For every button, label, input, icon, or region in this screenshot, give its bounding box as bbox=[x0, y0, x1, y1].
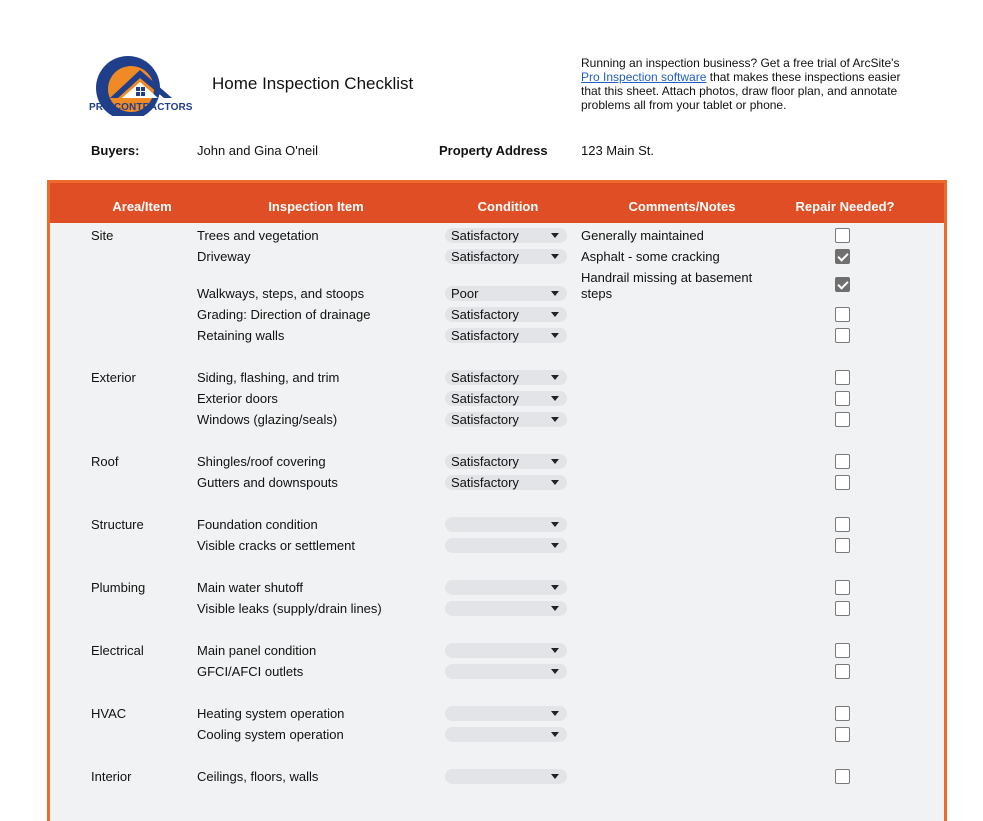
inspection-item-label: Main water shutoff bbox=[197, 580, 303, 595]
checklist-header bbox=[47, 180, 947, 223]
condition-value: Satisfactory bbox=[451, 249, 519, 264]
inspection-item-label: Main panel condition bbox=[197, 643, 317, 658]
condition-value: Satisfactory bbox=[451, 412, 519, 427]
inspection-item-label: Gutters and downspouts bbox=[197, 475, 338, 490]
col-header-comments: Comments/Notes bbox=[628, 199, 736, 214]
area-label: Electrical bbox=[91, 643, 144, 658]
condition-dropdown[interactable] bbox=[445, 664, 567, 679]
condition-dropdown[interactable] bbox=[445, 727, 567, 742]
chevron-down-icon bbox=[551, 291, 559, 296]
condition-dropdown[interactable] bbox=[445, 249, 567, 264]
inspection-item-label: Visible leaks (supply/drain lines) bbox=[197, 601, 382, 616]
inspection-item-label: Trees and vegetation bbox=[197, 228, 319, 243]
chevron-down-icon bbox=[551, 648, 559, 653]
repair-needed-checkbox[interactable] bbox=[835, 601, 850, 616]
repair-needed-checkbox[interactable] bbox=[835, 454, 850, 469]
chevron-down-icon bbox=[551, 732, 559, 737]
promo-text-before: Running an inspection business? Get a free trial of ArcSite's bbox=[581, 56, 900, 70]
condition-dropdown[interactable] bbox=[445, 328, 567, 343]
area-label: Interior bbox=[91, 769, 132, 784]
repair-needed-checkbox[interactable] bbox=[835, 412, 850, 427]
inspection-item-label: Foundation condition bbox=[197, 517, 318, 532]
condition-dropdown[interactable] bbox=[445, 643, 567, 658]
property-address-value: 123 Main St. bbox=[581, 143, 654, 158]
condition-value: Satisfactory bbox=[451, 307, 519, 322]
condition-dropdown[interactable] bbox=[445, 601, 567, 616]
inspection-item-label: Retaining walls bbox=[197, 328, 285, 343]
chevron-down-icon bbox=[551, 417, 559, 422]
inspection-item-label: Windows (glazing/seals) bbox=[197, 412, 338, 427]
inspection-item-label: Siding, flashing, and trim bbox=[197, 370, 340, 385]
condition-dropdown[interactable] bbox=[445, 517, 567, 532]
repair-needed-checkbox[interactable] bbox=[835, 664, 850, 679]
inspection-item-label: Driveway bbox=[197, 249, 251, 264]
area-label: Roof bbox=[91, 454, 119, 469]
area-label: Plumbing bbox=[91, 580, 146, 595]
inspection-item-label: Ceilings, floors, walls bbox=[197, 769, 319, 784]
promo-text bbox=[581, 56, 911, 112]
condition-dropdown[interactable] bbox=[445, 538, 567, 553]
condition-dropdown[interactable] bbox=[445, 580, 567, 595]
condition-value: Satisfactory bbox=[451, 328, 519, 343]
area-label: Structure bbox=[91, 517, 144, 532]
chevron-down-icon bbox=[551, 333, 559, 338]
inspection-item-label: Heating system operation bbox=[197, 706, 345, 721]
chevron-down-icon bbox=[551, 522, 559, 527]
repair-needed-checkbox[interactable] bbox=[835, 517, 850, 532]
inspection-item-label: Grading: Direction of drainage bbox=[197, 307, 371, 322]
chevron-down-icon bbox=[551, 669, 559, 674]
condition-value: Satisfactory bbox=[451, 391, 519, 406]
inspection-item-label: GFCI/AFCI outlets bbox=[197, 664, 304, 679]
repair-needed-checkbox[interactable] bbox=[835, 249, 850, 264]
condition-dropdown[interactable] bbox=[445, 412, 567, 427]
repair-needed-checkbox[interactable] bbox=[835, 277, 850, 292]
condition-dropdown[interactable] bbox=[445, 475, 567, 490]
comment-note: Asphalt - some cracking bbox=[581, 249, 720, 264]
condition-value: Satisfactory bbox=[451, 454, 519, 469]
checklist-sheet bbox=[47, 180, 947, 821]
condition-dropdown[interactable] bbox=[445, 769, 567, 784]
condition-value: Satisfactory bbox=[451, 370, 519, 385]
area-label: HVAC bbox=[91, 706, 127, 721]
chevron-down-icon bbox=[551, 585, 559, 590]
chevron-down-icon bbox=[551, 254, 559, 259]
promo-text-after: that makes these inspections easier that this sheet. Attach photos, draw floor plan, and annotate problems all from your tablet or phone. bbox=[581, 70, 901, 112]
inspection-item-label: Walkways, steps, and stoops bbox=[197, 286, 365, 301]
pro-inspection-link[interactable]: Pro Inspection software bbox=[581, 70, 707, 84]
repair-needed-checkbox[interactable] bbox=[835, 370, 850, 385]
inspection-item-label: Exterior doors bbox=[197, 391, 278, 406]
area-label: Site bbox=[91, 228, 114, 243]
condition-dropdown[interactable] bbox=[445, 286, 567, 301]
col-header-area: Area/Item bbox=[112, 199, 172, 214]
repair-needed-checkbox[interactable] bbox=[835, 307, 850, 322]
page-title: Home Inspection Checklist bbox=[212, 74, 414, 93]
repair-needed-checkbox[interactable] bbox=[835, 706, 850, 721]
chevron-down-icon bbox=[551, 543, 559, 548]
comment-note: Handrail missing at basement steps bbox=[581, 270, 753, 301]
repair-needed-checkbox[interactable] bbox=[835, 769, 850, 784]
chevron-down-icon bbox=[551, 312, 559, 317]
chevron-down-icon bbox=[551, 233, 559, 238]
repair-needed-checkbox[interactable] bbox=[835, 580, 850, 595]
area-label: Exterior bbox=[91, 370, 136, 385]
col-header-condition: Condition bbox=[477, 199, 539, 214]
logo-text: PRO CONTRACTORS bbox=[89, 102, 193, 113]
chevron-down-icon bbox=[551, 480, 559, 485]
chevron-down-icon bbox=[551, 459, 559, 464]
condition-dropdown[interactable] bbox=[445, 706, 567, 721]
comment-note: Generally maintained bbox=[581, 228, 704, 243]
inspection-item-label: Visible cracks or settlement bbox=[197, 538, 355, 553]
repair-needed-checkbox[interactable] bbox=[835, 475, 850, 490]
buyers-value: John and Gina O'neil bbox=[197, 143, 319, 158]
repair-needed-checkbox[interactable] bbox=[835, 228, 850, 243]
chevron-down-icon bbox=[551, 606, 559, 611]
buyers-label: Buyers: bbox=[91, 143, 140, 158]
repair-needed-checkbox[interactable] bbox=[835, 727, 850, 742]
repair-needed-checkbox[interactable] bbox=[835, 643, 850, 658]
repair-needed-checkbox[interactable] bbox=[835, 538, 850, 553]
col-header-inspection-item: Inspection Item bbox=[268, 199, 364, 214]
inspection-item-label: Shingles/roof covering bbox=[197, 454, 326, 469]
repair-needed-checkbox[interactable] bbox=[835, 391, 850, 406]
condition-dropdown[interactable] bbox=[445, 454, 567, 469]
condition-dropdown[interactable] bbox=[445, 370, 567, 385]
chevron-down-icon bbox=[551, 711, 559, 716]
inspection-item-label: Cooling system operation bbox=[197, 727, 344, 742]
condition-value: Satisfactory bbox=[451, 475, 519, 490]
condition-value: Poor bbox=[451, 286, 479, 301]
condition-value: Satisfactory bbox=[451, 228, 519, 243]
property-address-label: Property Address bbox=[439, 143, 548, 158]
chevron-down-icon bbox=[551, 774, 559, 779]
chevron-down-icon bbox=[551, 375, 559, 380]
condition-dropdown[interactable] bbox=[445, 307, 567, 322]
condition-dropdown[interactable] bbox=[445, 391, 567, 406]
condition-dropdown[interactable] bbox=[445, 228, 567, 243]
repair-needed-checkbox[interactable] bbox=[835, 328, 850, 343]
col-header-repair-needed: Repair Needed? bbox=[795, 199, 895, 214]
chevron-down-icon bbox=[551, 396, 559, 401]
